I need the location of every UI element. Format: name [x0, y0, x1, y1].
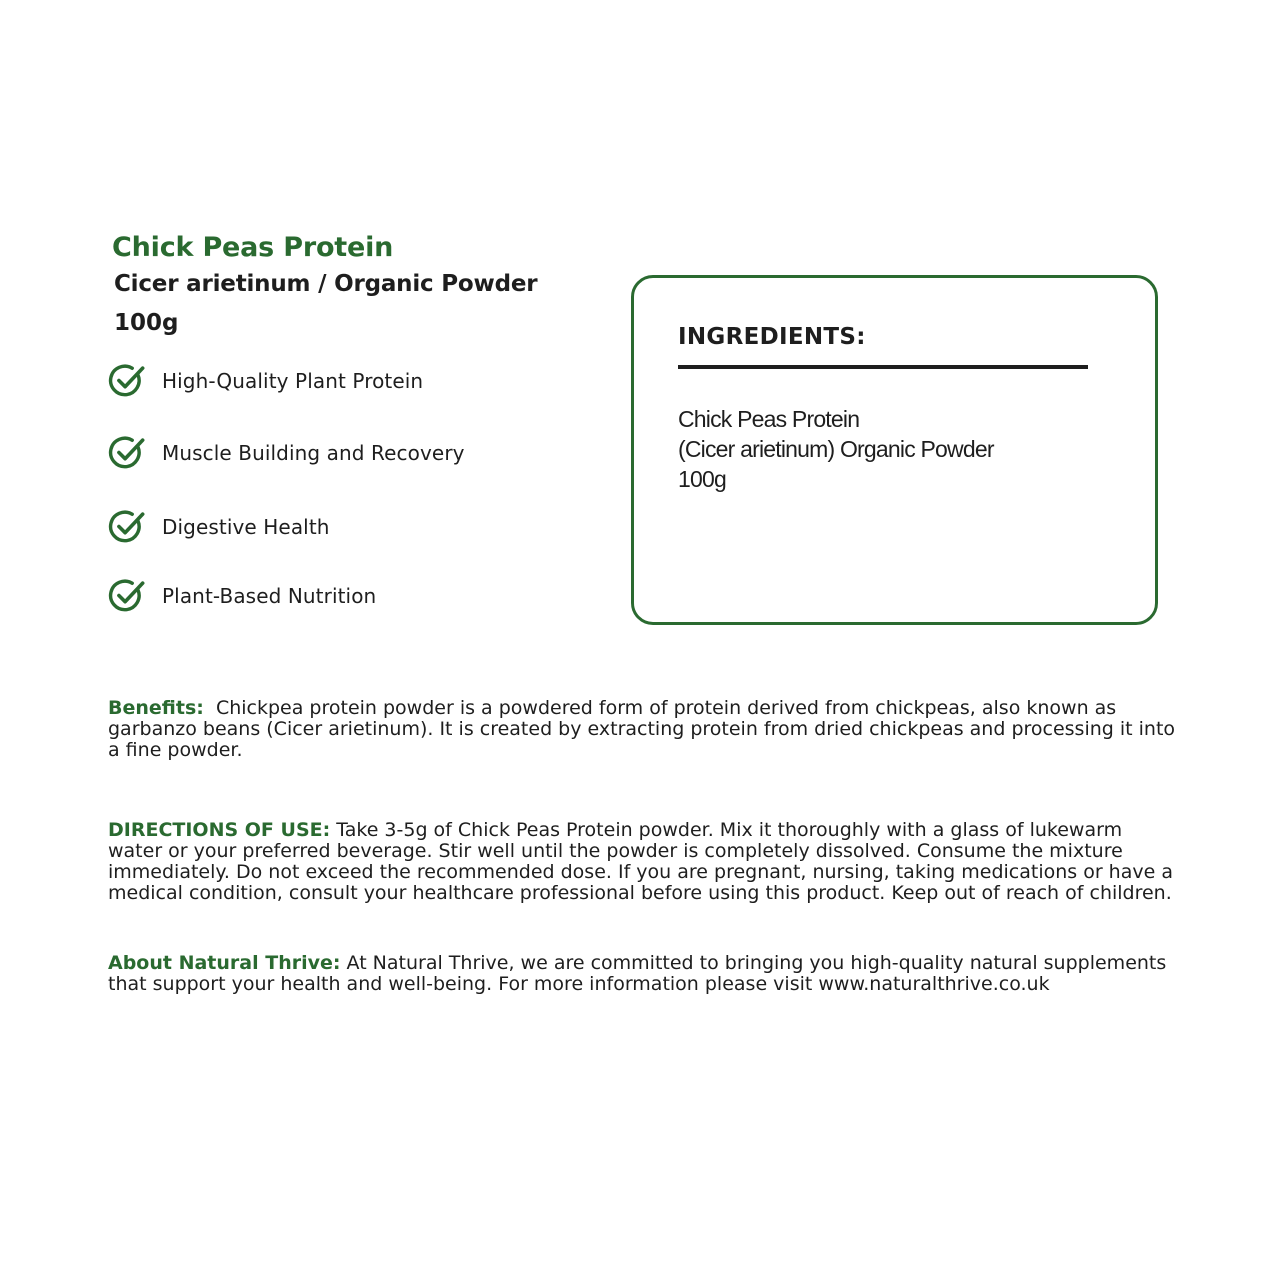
product-title: Chick Peas Protein — [112, 232, 394, 263]
ingredients-line: (Cicer arietinum) Organic Powder — [678, 436, 994, 462]
feature-item — [108, 577, 376, 615]
feature-item — [108, 508, 330, 546]
ingredients-text — [678, 404, 994, 494]
about-text: At Natural Thrive, we are committed to bringing you high-quality natural supplements that support your health and well-being. For more information please visit www.naturalthrive.co.uk — [108, 952, 1167, 995]
about-paragraph — [108, 953, 1178, 995]
check-circle-icon — [108, 362, 146, 400]
check-circle-icon — [108, 508, 146, 546]
feature-item — [108, 434, 465, 472]
check-circle-icon — [108, 434, 146, 472]
feature-item — [108, 362, 423, 400]
product-subtitle: Cicer arietinum / Organic Powder — [114, 271, 538, 297]
feature-label: High-Quality Plant Protein — [162, 369, 424, 393]
ingredients-line: 100g — [678, 466, 726, 492]
feature-label: Muscle Building and Recovery — [162, 441, 465, 465]
directions-label: DIRECTIONS OF USE: — [108, 819, 331, 841]
directions-text: Take 3-5g of Chick Peas Protein powder. Mix it thoroughly with a glass of lukewarm water or your preferred beverage. Stir well until the powder is completely dissolved. Consume the mixture immediately. Do not exceed the recommended dose. If you are pregnant, nursing, taking medications or have a medical condition, consult your healthcare professional before using this product. Keep out of reach of children. — [108, 819, 1173, 904]
ingredients-divider — [678, 365, 1088, 369]
ingredients-line: Chick Peas Protein — [678, 406, 860, 432]
benefits-label: Benefits: — [108, 697, 204, 719]
feature-label: Plant-Based Nutrition — [162, 584, 377, 608]
benefits-paragraph — [108, 698, 1178, 761]
ingredients-heading: INGREDIENTS: — [678, 324, 866, 350]
feature-label: Digestive Health — [162, 515, 330, 539]
directions-paragraph — [108, 820, 1178, 904]
benefits-text: Chickpea protein powder is a powdered form of protein derived from chickpeas, also known as garbanzo beans (Cicer arietinum). It is created by extracting protein from dried chickpeas and processing it into a fine powder. — [108, 697, 1176, 761]
check-circle-icon — [108, 577, 146, 615]
about-label: About Natural Thrive: — [108, 952, 341, 974]
ingredients-box — [631, 275, 1158, 625]
product-weight: 100g — [114, 310, 179, 336]
